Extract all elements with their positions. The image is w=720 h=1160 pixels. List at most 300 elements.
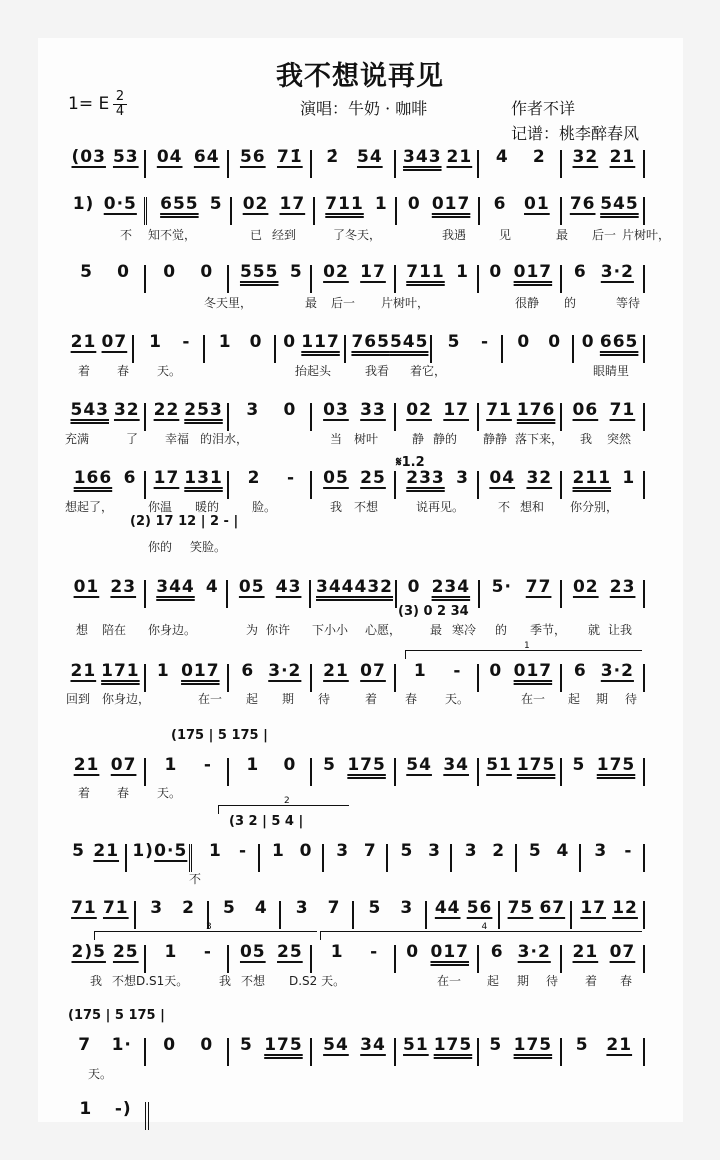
volta-bracket: [320, 922, 642, 940]
volta-number: 3: [206, 922, 212, 932]
notation-row: [66, 193, 648, 225]
lyric-syllable: 着: [78, 364, 91, 378]
note-group: 17: [443, 400, 469, 420]
bar-line: [643, 945, 648, 973]
measure: [315, 754, 393, 782]
note-group: 21: [572, 942, 599, 962]
note-group: 07: [110, 755, 137, 775]
lyric-syllable: 静的: [433, 432, 458, 446]
notation-row: [66, 840, 648, 872]
note-group: 3: [428, 841, 441, 861]
note-group: 0·5: [103, 194, 137, 214]
measure: [232, 261, 310, 289]
lyric-syllable: 了: [126, 432, 139, 446]
note-group: 0: [117, 262, 131, 282]
note-group: 5: [447, 332, 461, 352]
lyric-syllable: 我遇: [442, 228, 467, 242]
measure: [577, 331, 643, 359]
note-group: 1): [132, 841, 154, 861]
note-group: 0: [517, 332, 531, 352]
notation-row: [66, 897, 648, 929]
note-group: 1: [246, 755, 260, 775]
measure: [149, 941, 227, 969]
measure: [66, 146, 144, 174]
lyric-syllable: 后一: [331, 296, 356, 310]
lyric-syllable: 在一: [198, 692, 223, 706]
note-group: 175: [433, 1035, 473, 1055]
note-group: 3·2: [268, 661, 302, 681]
lyric-syllable: 冬天里，: [204, 296, 253, 310]
measure: [149, 754, 227, 782]
measure: [565, 399, 643, 427]
measure: [455, 840, 514, 868]
note-group: 3·2: [600, 661, 634, 681]
note-group: 75: [507, 898, 534, 918]
measure: [232, 1034, 310, 1062]
note-group: 02: [242, 194, 269, 214]
lyric-syllable: 想: [76, 623, 89, 637]
lyric-syllable: 不想: [241, 974, 266, 988]
lyric-syllable: D.S2 天。: [289, 974, 346, 988]
lyric-syllable: 已: [250, 228, 263, 242]
lyric-syllable: 天。: [88, 1067, 113, 1081]
measure: [482, 941, 560, 969]
measure: [137, 331, 203, 359]
note-group: 04: [489, 468, 516, 488]
lyric-syllable: 眼睛里: [593, 364, 630, 378]
note-group: 1: [413, 661, 427, 681]
note-group: 344: [156, 577, 195, 597]
bar-line: [643, 150, 648, 178]
measure: [153, 193, 231, 221]
measure: [315, 660, 393, 688]
lyric-syllable: 不: [120, 228, 133, 242]
note-group: 3: [456, 468, 469, 488]
note-group: 343: [403, 147, 442, 167]
note-group: 0: [489, 661, 503, 681]
lyric-syllable: 我: [90, 974, 103, 988]
note-group: 7: [363, 841, 377, 861]
alternate-notation: (175 | 5 175 |: [171, 728, 268, 743]
measure: [149, 660, 227, 688]
note-group: 64: [193, 147, 220, 167]
note-group: 1·: [111, 1035, 132, 1055]
note-group: 01: [73, 577, 100, 597]
lyric-syllable: 你温: [148, 500, 173, 514]
measure: [575, 897, 643, 925]
measure: [198, 840, 257, 868]
measure: [232, 754, 310, 782]
note-group: 017: [431, 194, 471, 214]
lyric-syllable: 经到: [272, 228, 297, 242]
note-group: -): [114, 1099, 132, 1119]
note-group: -: [370, 942, 379, 962]
note-group: 1: [164, 942, 178, 962]
singer-credit: 演唱：牛奶 · 咖啡: [300, 99, 428, 118]
note-group: 07: [101, 332, 128, 352]
note-group: 765: [351, 332, 390, 352]
lyric-syllable: 天。: [445, 692, 470, 706]
note-group: 0: [489, 262, 503, 282]
note-group: 51: [486, 755, 512, 775]
lyrics-line: [0, 870, 720, 890]
bar-line: [643, 265, 648, 293]
measure: [482, 1034, 560, 1062]
note-group: 34: [443, 755, 469, 775]
lyric-syllable: 想起了，: [65, 500, 114, 514]
note-group: 05: [323, 468, 349, 488]
measure: [315, 941, 393, 969]
note-group: 17: [360, 262, 386, 282]
note-group: 04: [156, 147, 183, 167]
lyric-syllable: 知不觉，: [148, 228, 197, 242]
lyric-syllable: 寒冷: [452, 623, 477, 637]
note-group: 12: [612, 898, 638, 918]
measure: [66, 576, 144, 604]
note-group: 0: [299, 841, 313, 861]
measure: [66, 331, 132, 359]
measure: [263, 840, 322, 868]
note-group: 7: [78, 1035, 92, 1055]
lyric-syllable: 不想: [354, 500, 379, 514]
notation-row: [66, 1098, 156, 1130]
note-group: 5: [368, 898, 382, 918]
note-group: 17: [279, 194, 306, 214]
measure: [399, 941, 477, 969]
note-group: 5: [528, 841, 542, 861]
note-group: 54: [323, 1035, 349, 1055]
note-group: 71: [609, 400, 636, 420]
note-group: 175: [596, 755, 636, 775]
note-group: 3: [246, 400, 260, 420]
measure: [149, 261, 227, 289]
note-group: 5: [209, 194, 223, 214]
measure: [483, 193, 561, 221]
note-group: 0: [406, 942, 420, 962]
lyric-syllable: 充满: [65, 432, 90, 446]
measure: [66, 660, 144, 688]
lyric-syllable: 静静: [483, 432, 508, 446]
measure: [315, 467, 393, 495]
lyric-syllable: 起: [246, 692, 259, 706]
lyric-syllable: 不想D.S1天。: [112, 974, 189, 988]
measure: [482, 261, 560, 289]
lyric-syllable: 你身边，: [102, 692, 151, 706]
measure: [212, 897, 280, 925]
lyric-syllable: 在一: [521, 692, 546, 706]
lyric-syllable: 期: [517, 974, 530, 988]
measure: [284, 897, 352, 925]
note-group: (03: [71, 147, 106, 167]
note-group: 34: [360, 1035, 386, 1055]
note-group: 655: [160, 194, 199, 214]
lyric-syllable: 让我: [608, 623, 633, 637]
note-group: 3: [464, 841, 478, 861]
lyric-syllable: 暖的: [195, 500, 220, 514]
measure: [565, 576, 643, 604]
notation-row: [66, 331, 648, 363]
note-group: 6: [123, 468, 137, 488]
note-group: 5: [289, 262, 303, 282]
note-group: 175: [264, 1035, 303, 1055]
note-group: 0: [283, 400, 297, 420]
measure: [232, 467, 310, 495]
note-group: 5: [223, 898, 236, 918]
time-signature: [113, 90, 127, 119]
lyric-syllable: 期: [596, 692, 609, 706]
measure: [279, 331, 345, 359]
lyric-syllable: 心愿，: [365, 623, 402, 637]
time-sig-top: 2: [115, 89, 125, 104]
note-group: 1: [149, 332, 162, 352]
lyrics-line: [0, 784, 720, 804]
volta-bracket: [218, 796, 349, 814]
notation-row: [66, 660, 648, 692]
lyric-syllable: 起: [487, 974, 500, 988]
lyric-syllable: 春: [117, 364, 130, 378]
volta-number: 2: [284, 796, 290, 806]
note-group: 71: [486, 400, 512, 420]
lyric-syllable: 为: [246, 623, 259, 637]
lyric-syllable: 片树叶，: [381, 296, 430, 310]
note-group: 2: [492, 841, 506, 861]
note-group: 4: [254, 898, 268, 918]
lyrics-line: [0, 498, 720, 518]
lyric-syllable: 你许: [266, 623, 291, 637]
measure: [235, 193, 313, 221]
note-group: 131: [184, 468, 223, 488]
note-group: 0·5: [154, 841, 188, 861]
note-group: 253: [184, 400, 223, 420]
lyric-syllable: 待: [546, 974, 559, 988]
measure: [232, 399, 310, 427]
lyric-syllable: 着: [585, 974, 598, 988]
lyric-syllable: 笑脸。: [190, 540, 227, 554]
measure: [565, 941, 643, 969]
bar-line: [643, 580, 648, 608]
measure: [208, 331, 274, 359]
measure: [149, 399, 227, 427]
lyric-syllable: 我看: [365, 364, 390, 378]
lyric-syllable: 树叶: [354, 432, 379, 446]
note-group: 4: [556, 841, 570, 861]
note-group: 543: [70, 400, 109, 420]
note-group: 25: [277, 942, 303, 962]
lyric-syllable: 起: [568, 692, 581, 706]
bar-line: [189, 844, 198, 872]
measure: [357, 897, 425, 925]
lyric-syllable: 在一: [437, 974, 462, 988]
lyrics-line: [0, 226, 720, 246]
note-group: 02: [406, 400, 432, 420]
note-group: 77: [525, 577, 552, 597]
lyric-syllable: 着: [78, 786, 91, 800]
lyric-syllable: 说再见。: [416, 500, 465, 514]
measure: [139, 897, 207, 925]
note-group: 21: [70, 661, 97, 681]
measure: [506, 331, 572, 359]
note-group: 432: [354, 577, 394, 597]
note-group: 6: [493, 194, 507, 214]
measure: [482, 754, 560, 782]
lyrics-line: [0, 1065, 720, 1085]
measure: [565, 467, 643, 495]
notation-row: [66, 576, 648, 608]
measure: [430, 897, 498, 925]
measure: [315, 146, 393, 174]
alternate-notation: (3 2 | 5 4 |: [229, 814, 304, 829]
measure: [399, 467, 477, 495]
note-group: 6: [573, 661, 587, 681]
lyric-syllable: 你分别，: [570, 500, 619, 514]
measure: [149, 576, 227, 604]
notation-row: [66, 467, 648, 499]
note-group: -: [480, 332, 490, 352]
measure: [400, 193, 478, 221]
note-group: -: [203, 942, 212, 962]
note-group: 02: [572, 577, 599, 597]
lyric-syllable: 着它，: [410, 364, 447, 378]
note-group: 017: [513, 262, 553, 282]
measure: [399, 146, 477, 174]
lyric-syllable: 想和: [520, 500, 545, 514]
measure: [232, 146, 310, 174]
alternate-notation: 𝄋1.2: [396, 455, 425, 470]
volta-bracket: [405, 641, 642, 659]
note-group: 67: [539, 898, 566, 918]
author-credit: 作者不详: [511, 99, 576, 118]
lyrics-line: [0, 430, 720, 450]
note-group: 4: [495, 147, 509, 167]
note-group: 21: [323, 661, 349, 681]
note-group: 1: [272, 841, 285, 861]
note-group: 5: [80, 262, 93, 282]
measure: [483, 576, 561, 604]
note-group: 017: [513, 661, 553, 681]
bar-line: [145, 1102, 156, 1130]
measure: [66, 1098, 145, 1126]
lyric-syllable: 静: [412, 432, 425, 446]
measure: [399, 754, 477, 782]
lyrics-line: [0, 538, 720, 558]
lyric-syllable: 天。: [157, 364, 182, 378]
note-group: 1: [622, 468, 636, 488]
lyric-syllable: 你的: [148, 540, 173, 554]
lyric-syllable: 不: [189, 872, 202, 886]
note-group: 3: [400, 898, 414, 918]
note-group: 0: [407, 577, 421, 597]
measure: [149, 146, 227, 174]
note-group: 1: [209, 841, 222, 861]
lyric-syllable: 落下来，: [515, 432, 564, 446]
note-group: 175: [516, 755, 556, 775]
measure: [231, 576, 309, 604]
note-group: 0: [249, 332, 263, 352]
time-sig-bottom: 4: [113, 104, 127, 119]
note-group: 017: [181, 661, 220, 681]
lyrics-line: [0, 362, 720, 382]
note-group: 5: [323, 755, 336, 775]
note-group: 3: [295, 898, 309, 918]
note-group: 1: [156, 661, 170, 681]
note-group: 32: [526, 468, 553, 488]
note-group: 05: [239, 942, 266, 962]
note-group: 25: [112, 942, 139, 962]
lyric-syllable: 抬起头: [295, 364, 332, 378]
note-group: 33: [360, 400, 386, 420]
measure: [565, 754, 643, 782]
lyric-syllable: 春: [117, 786, 130, 800]
note-group: 1: [374, 194, 388, 214]
note-group: 51: [403, 1035, 429, 1055]
score-title: 我不想说再见: [276, 61, 444, 92]
measure: [584, 840, 643, 868]
note-group: 017: [430, 942, 469, 962]
measure: [565, 660, 643, 688]
lyric-syllable: 后一: [592, 228, 617, 242]
note-group: 21: [73, 755, 100, 775]
note-group: 344: [316, 577, 355, 597]
lyric-syllable: 我: [580, 432, 593, 446]
lyric-syllable: 着: [365, 692, 378, 706]
note-group: 71̇: [277, 147, 303, 167]
measure: [149, 467, 227, 495]
note-group: 545: [600, 194, 639, 214]
note-group: 21: [609, 147, 636, 167]
note-group: 07: [360, 661, 386, 681]
note-group: 3: [594, 841, 608, 861]
bar-line: [643, 901, 648, 929]
transcriber-credit: 记谱：桃李醉春风: [511, 124, 640, 143]
lyric-syllable: 的泪水，: [200, 432, 249, 446]
lyric-syllable: 陪在: [102, 623, 127, 637]
volta-number: 4: [481, 922, 488, 932]
note-group: 22: [153, 400, 180, 420]
note-group: 71: [102, 898, 129, 918]
note-group: 3: [150, 898, 164, 918]
bar-line: [144, 197, 153, 225]
note-group: 05: [238, 577, 265, 597]
note-group: 0: [163, 1035, 177, 1055]
note-group: 25: [360, 468, 386, 488]
measure: [399, 261, 477, 289]
note-group: 2)5: [71, 942, 106, 962]
lyric-syllable: 待: [625, 692, 638, 706]
note-group: 2: [182, 898, 195, 918]
bar-line: [643, 403, 648, 431]
note-group: -: [203, 755, 212, 775]
note-group: 56: [466, 898, 493, 918]
note-group: 5: [489, 1035, 503, 1055]
measure: [232, 660, 310, 688]
measure: [66, 1034, 144, 1062]
measure: [66, 467, 144, 495]
note-group: 21: [446, 147, 473, 167]
note-group: 234: [431, 577, 471, 597]
note-group: 711: [325, 194, 364, 214]
measure: [565, 146, 643, 174]
note-group: 01: [524, 194, 550, 214]
lyrics-line: [0, 294, 720, 314]
measure: [315, 399, 393, 427]
note-group: 1): [72, 194, 95, 214]
note-group: -: [182, 332, 191, 352]
notation-row: [66, 754, 648, 786]
bar-line: [643, 1038, 648, 1066]
note-group: 21: [606, 1035, 633, 1055]
measure: [482, 660, 560, 688]
note-group: 43: [275, 577, 302, 597]
